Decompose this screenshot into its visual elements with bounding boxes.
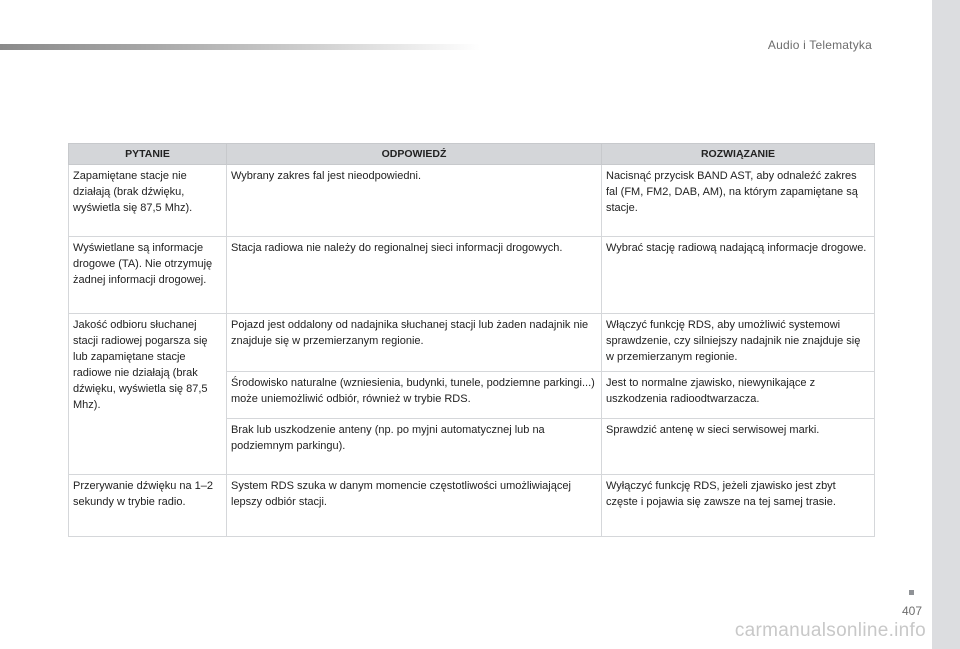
solution-cell: Wyłączyć funkcję RDS, jeżeli zjawisko jest zbyt częste i pojawia się zawsze na tej samej trasie. — [602, 475, 875, 537]
header-gradient-bar — [0, 44, 480, 50]
question-cell: Jakość odbioru słuchanej stacji radiowej pogarsza się lub zapamiętane stacje radiowe nie działają (brak dźwięku, wyświetla się 87,5 Mhz). — [69, 314, 227, 475]
page-header-title: Audio i Telematyka — [767, 38, 872, 52]
answer-cell: Środowisko naturalne (wzniesienia, budynki, tunele, podziemne parkingi...) może uniemożliwić odbiór, również w trybie RDS. — [227, 372, 602, 419]
troubleshooting-table — [68, 143, 875, 537]
table-row — [69, 237, 875, 314]
solution-cell: Wybrać stację radiową nadającą informacje drogowe. — [602, 237, 875, 314]
column-header-solution: ROZWIĄZANIE — [602, 144, 875, 165]
solution-cell: Nacisnąć przycisk BAND AST, aby odnaleźć zakres fal (FM, FM2, DAB, AM), na którym zapamiętane są stacje. — [602, 165, 875, 237]
answer-cell: System RDS szuka w danym momencie częstotliwości umożliwiającej lepszy odbiór stacji. — [227, 475, 602, 537]
solution-cell: Włączyć funkcję RDS, aby umożliwić systemowi sprawdzenie, czy silniejszy nadajnik nie znajduje się w przemierzanym regionie. — [602, 314, 875, 372]
column-header-question: PYTANIE — [69, 144, 227, 165]
table-row — [69, 165, 875, 237]
page-marker-square — [909, 590, 914, 595]
side-margin-strip — [932, 0, 960, 649]
answer-cell: Brak lub uszkodzenie anteny (np. po myjni automatycznej lub na podziemnym parkingu). — [227, 419, 602, 475]
question-cell: Zapamiętane stacje nie działają (brak dźwięku, wyświetla się 87,5 Mhz). — [69, 165, 227, 237]
column-header-answer: ODPOWIEDŹ — [227, 144, 602, 165]
answer-cell: Wybrany zakres fal jest nieodpowiedni. — [227, 165, 602, 237]
answer-cell: Pojazd jest oddalony od nadajnika słuchanej stacji lub żaden nadajnik nie znajduje się w przemierzanym regionie. — [227, 314, 602, 372]
watermark-text: carmanualsonline.info — [734, 620, 926, 641]
solution-cell: Sprawdzić antenę w sieci serwisowej marki. — [602, 419, 875, 475]
table-row — [69, 314, 875, 372]
page-number: 407 — [901, 604, 922, 618]
table-header-row — [69, 144, 875, 165]
question-cell: Wyświetlane są informacje drogowe (TA). Nie otrzymuję żadnej informacji drogowej. — [69, 237, 227, 314]
question-cell: Przerywanie dźwięku na 1–2 sekundy w trybie radio. — [69, 475, 227, 537]
answer-cell: Stacja radiowa nie należy do regionalnej sieci informacji drogowych. — [227, 237, 602, 314]
solution-cell: Jest to normalne zjawisko, niewynikające z uszkodzenia radioodtwarzacza. — [602, 372, 875, 419]
table-row — [69, 475, 875, 537]
